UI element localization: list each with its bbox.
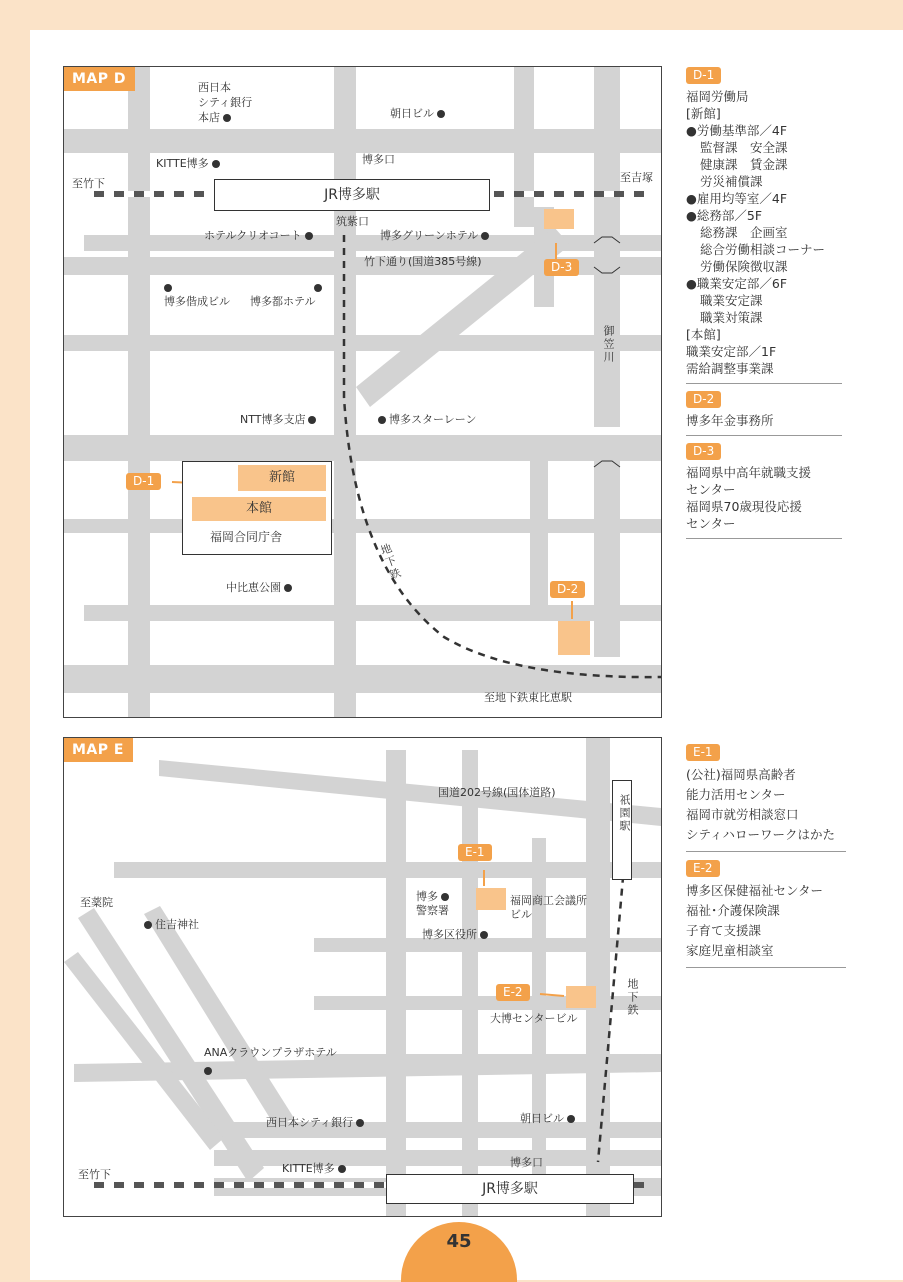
badge-d3[interactable]: D-3 [544,259,579,276]
label-gion-station: 祇園駅 [618,794,631,833]
landmark-dot [441,893,449,901]
label-nishinihon-bank-c: 本店 [198,111,231,124]
badge-e1[interactable]: E-1 [458,844,492,861]
label-nishinihon-bank-e: 西日本シティ銀行 [266,1116,364,1129]
building-e2[interactable] [566,986,596,1008]
label-kitte-hakata: KITTE博多 [156,157,220,170]
label-to-yakuin: 至薬院 [80,896,113,909]
legend-d1-b3-l1: 総務課 企画室 [700,225,788,240]
legend-badge-d2: D-2 [686,391,721,408]
legend-divider [686,383,842,384]
legend-e1-l1: (公社)福岡県高齢者 [686,767,796,782]
legend-d3-l3: 福岡県70歳現役応援 [686,499,802,514]
landmark-dot [212,160,220,168]
map-d-title: MAP D [64,67,135,91]
landmark-dot [223,114,231,122]
landmark-dot [338,1165,346,1173]
jr-hakata-station: JR博多駅 [214,179,490,211]
ana-dot [204,1064,212,1077]
building-honkan: 本館 [192,497,326,521]
legend-d1-b2: ●雇用均等室／4F [686,191,788,206]
landmark-dot [204,1067,212,1075]
label-miyako-hotel [250,281,322,294]
legend-e1-l3: 福岡市就労相談窓口 [686,807,799,822]
legend-e2-l4: 家庭児童相談室 [686,943,774,958]
building-e1[interactable] [476,888,506,910]
badge-d2[interactable]: D-2 [550,581,585,598]
landmark-dot [305,232,313,240]
label-mikasa-river: 御笠川 [602,325,615,364]
legend-d1-title: 福岡労働局 [686,89,749,104]
label-hakata-police-b: 警察署 [416,904,449,917]
legend-divider [686,851,846,852]
legend-d [686,66,842,545]
legend-d1-h1: 職業安定部／1F [686,344,777,359]
landmark-dot [356,1119,364,1127]
legend-d1-b4: ●職業安定部／6F [686,276,788,291]
legend-d3-l4: センター [686,516,736,531]
label-subway-e: 地下鉄 [626,978,639,1017]
label-route-202: 国道202号線(国体道路) [438,786,556,799]
label-kitte-hakata-e: KITTE博多 [282,1162,346,1175]
label-takeshita-dori: 竹下通り(国道385号線) [364,255,482,268]
label-daihaku-center: 大博センタービル [490,1012,578,1025]
label-nakahie-park: 中比恵公園 [226,581,292,594]
legend-badge-d1: D-1 [686,67,721,84]
building-d3[interactable] [544,209,574,229]
label-miyako-text: 博多都ホテル [250,295,316,308]
landmark-dot [144,921,152,929]
label-to-yoshizuka: 至吉塚 [620,171,653,184]
label-to-chikushita: 至竹下 [72,177,105,190]
landmark-dot [164,284,172,292]
label-hakata-police-a: 博多 [416,890,449,903]
landmark-dot [567,1115,575,1123]
legend-e2-l2: 福祉･介護保険課 [686,903,780,918]
label-hakataguchi: 博多口 [362,153,395,166]
label-chamber-b: ビル [510,908,532,921]
legend-d1-b4-l2: 職業対策課 [700,310,763,325]
label-hakata-green-hotel: 博多グリーンホテル [380,229,489,242]
legend-divider [686,435,842,436]
legend-d1-b1-l2: 健康課 賃金課 [700,157,788,172]
label-asahi-building-e: 朝日ビル [520,1112,575,1125]
label-chamber-a: 福岡商工会議所 [510,894,587,907]
badge-e2[interactable]: E-2 [496,984,530,1001]
legend-divider [686,967,846,968]
legend-divider [686,538,842,539]
label-ntt-hakata: NTT博多支店 [240,413,316,426]
legend-d1-b1-l3: 労災補償課 [700,174,763,189]
legend-e1-l2: 能力活用センター [686,787,786,802]
legend-d1-b1: ●労働基準部／4F [686,123,788,138]
building-shinkan: 新館 [238,465,326,491]
label-hakataguchi-e: 博多口 [510,1156,543,1169]
legend-d1-shinkan: [新館] [686,106,721,121]
legend-e2-l1: 博多区保健福祉センター [686,883,824,898]
map-e-roads [64,738,661,1216]
legend-d3-l1: 福岡県中高年就職支援 [686,465,812,480]
landmark-dot [437,110,445,118]
label-hakata-starlane: 博多スターレーン [378,413,477,426]
legend-e2-l3: 子育て支援課 [686,923,762,938]
legend-badge-e2: E-2 [686,860,720,877]
legend-d1-b4-l1: 職業安定課 [700,293,763,308]
legend-e1-l4: シティハローワークはかた [686,827,836,842]
label-nishinihon-bank-a: 西日本 [198,81,231,94]
label-gov-building: 福岡合同庁舎 [210,530,283,544]
landmark-dot [308,416,316,424]
label-subway-d: 地下鉄 [377,541,404,583]
label-hakata-ward-office: 博多区役所 [422,928,488,941]
label-shakusei-text: 博多偕成ビル [164,295,230,308]
legend-badge-d3: D-3 [686,443,721,460]
label-chikushiguchi: 筑紫口 [336,215,369,228]
label-sumiyoshi-shrine: 住吉神社 [144,918,199,931]
landmark-dot [481,232,489,240]
landmark-dot [480,931,488,939]
label-ana-crowne-plaza: ANAクラウンプラザホテル [204,1046,337,1059]
building-d2[interactable] [558,621,590,655]
legend-d3-l2: センター [686,482,736,497]
label-asahi-building: 朝日ビル [390,107,445,120]
badge-d1[interactable]: D-1 [126,473,161,490]
legend-d1-b1-l1: 監督課 安全課 [700,140,788,155]
label-hotel-clio-court: ホテルクリオコート [204,229,313,242]
legend-e [686,742,846,974]
landmark-dot [378,416,386,424]
legend-d1-b3: ●総務部／5F [686,208,763,223]
label-nishinihon-bank-b: シティ銀行 [198,96,253,109]
map-e-title: MAP E [64,738,133,762]
map-e[interactable] [63,737,662,1217]
legend-badge-e1: E-1 [686,744,720,761]
label-to-chikushita-e: 至竹下 [78,1168,111,1181]
landmark-dot [314,284,322,292]
legend-d1-honkan: [本館] [686,327,721,342]
legend-d1-b3-l2: 総合労働相談コーナー [700,242,826,257]
label-hakata-shakusei-building [164,281,172,294]
map-d[interactable] [63,66,662,718]
legend-d2-l1: 博多年金事務所 [686,413,774,428]
page-number: 45 [401,1222,517,1282]
legend-d1-b3-l3: 労働保険徴収課 [700,259,788,274]
landmark-dot [284,584,292,592]
legend-d1-h2: 需給調整事業課 [686,361,774,376]
label-to-higashihie: 至地下鉄東比恵駅 [484,691,572,704]
jr-hakata-station-e: JR博多駅 [386,1174,634,1204]
